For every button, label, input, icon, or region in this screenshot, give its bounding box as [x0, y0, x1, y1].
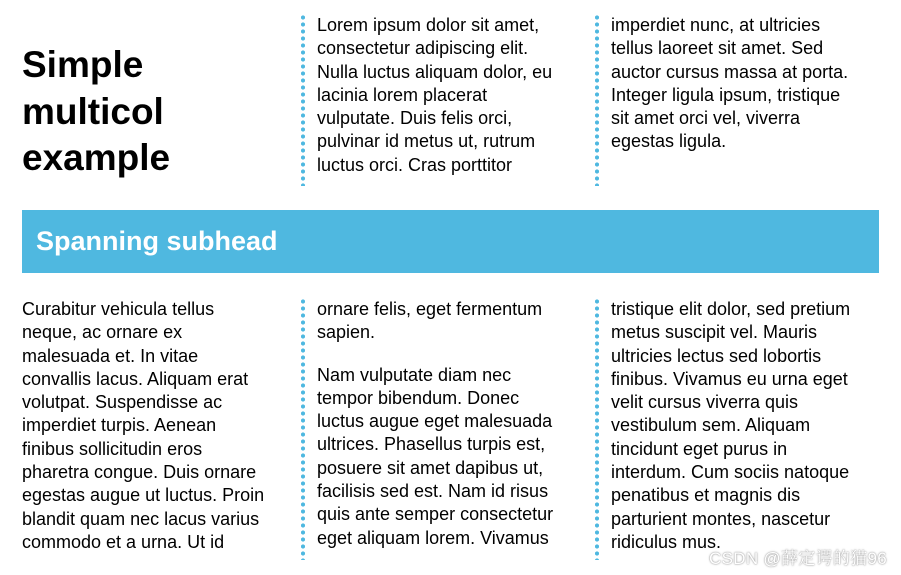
text-line: ridiculus mus. — [611, 531, 722, 552]
text-line: neque, ac ornare ex — [22, 322, 183, 343]
paragraph — [317, 298, 582, 345]
text-line: parturient montes, nascetur — [611, 508, 831, 529]
text-line: quis ante semper consectetur — [317, 504, 554, 525]
paragraph — [317, 364, 582, 550]
multicol-article — [22, 0, 879, 575]
bottom-column-1 — [22, 298, 292, 554]
text-line: facilisis sed est. Nam id risus — [317, 481, 549, 502]
text-line: interdum. Cum sociis natoque — [611, 462, 850, 483]
text-line: auctor cursus massa at porta. — [611, 61, 849, 82]
text-line: commodo et a urna. Ut id — [22, 531, 225, 552]
bottom-column-3 — [611, 298, 879, 554]
column-rule-bottom-left — [301, 298, 305, 560]
paragraph — [22, 298, 292, 554]
watermark: CSDN @薛定谔的猫96 — [709, 549, 887, 568]
spanning-subhead-bar — [22, 210, 879, 273]
text-line: sapien. — [317, 322, 376, 343]
text-line: Curabitur vehicula tellus — [22, 299, 215, 319]
text-line: posuere sit amet dapibus ut, — [317, 457, 544, 478]
text-line: Nam vulputate diam nec — [317, 364, 512, 385]
text-line: tincidunt eget purus in — [611, 438, 788, 459]
text-line: imperdiet nunc, at ultricies — [611, 15, 821, 35]
text-line: finibus sollicitudin eros — [22, 438, 203, 459]
text-line: consectetur adipiscing elit. — [317, 38, 529, 59]
text-line: ultricies lectus sed lobortis — [611, 345, 822, 366]
text-line: Nulla luctus aliquam dolor, eu — [317, 61, 553, 82]
column-rule-bottom-right — [595, 298, 599, 560]
top-column-3 — [611, 14, 876, 154]
paragraph — [611, 298, 879, 554]
text-line: luctus augue eget malesuada — [317, 411, 553, 432]
text-line: tempor bibendum. Donec — [317, 387, 520, 408]
text-line: egestas augue ut luctus. Proin — [22, 485, 265, 506]
page-title — [22, 42, 272, 182]
title-line: multicol — [22, 90, 164, 132]
text-line: Integer ligula ipsum, tristique — [611, 84, 841, 105]
text-line: vulputate. Duis felis orci, — [317, 108, 513, 129]
top-column-2 — [317, 14, 582, 177]
column-rule-top-left — [301, 14, 305, 186]
text-line: lacinia lorem placerat — [317, 84, 488, 105]
text-line: metus suscipit vel. Mauris — [611, 322, 818, 343]
text-line: ornare felis, eget fermentum — [317, 299, 543, 319]
spanning-subhead: Spanning subhead — [36, 226, 278, 256]
text-line: pulvinar id metus ut, rutrum — [317, 131, 536, 152]
text-line: penatibus et magnis dis — [611, 485, 801, 506]
bottom-column-2 — [317, 298, 582, 550]
text-line: egestas ligula. — [611, 131, 727, 152]
text-line: ultrices. Phasellus turpis est, — [317, 434, 546, 455]
column-rule-top-right — [595, 14, 599, 186]
text-line: vestibulum sem. Aliquam — [611, 415, 811, 436]
text-line: sit amet orci vel, viverra — [611, 108, 801, 129]
text-line: luctus orci. Cras porttitor — [317, 154, 513, 175]
text-line: blandit quam nec lacus varius — [22, 508, 260, 529]
text-line: velit cursus viverra quis — [611, 392, 799, 413]
text-line: Lorem ipsum dolor sit amet, — [317, 15, 540, 35]
text-line: volutpat. Suspendisse ac — [22, 392, 223, 413]
title-line: Simple — [22, 44, 144, 85]
text-line: convallis lacus. Aliquam erat — [22, 368, 249, 389]
text-line: tellus laoreet sit amet. Sed — [611, 38, 824, 59]
text-line: malesuada et. In vitae — [22, 345, 199, 366]
text-line: tristique elit dolor, sed pretium — [611, 299, 851, 319]
text-line: eget aliquam lorem. Vivamus — [317, 527, 549, 548]
text-line: imperdiet turpis. Aenean — [22, 415, 217, 436]
paragraph — [317, 14, 582, 177]
text-line: pharetra congue. Duis ornare — [22, 462, 257, 483]
paragraph — [611, 14, 876, 154]
title-line: example — [22, 137, 171, 178]
text-line: finibus. Vivamus eu urna eget — [611, 368, 848, 389]
